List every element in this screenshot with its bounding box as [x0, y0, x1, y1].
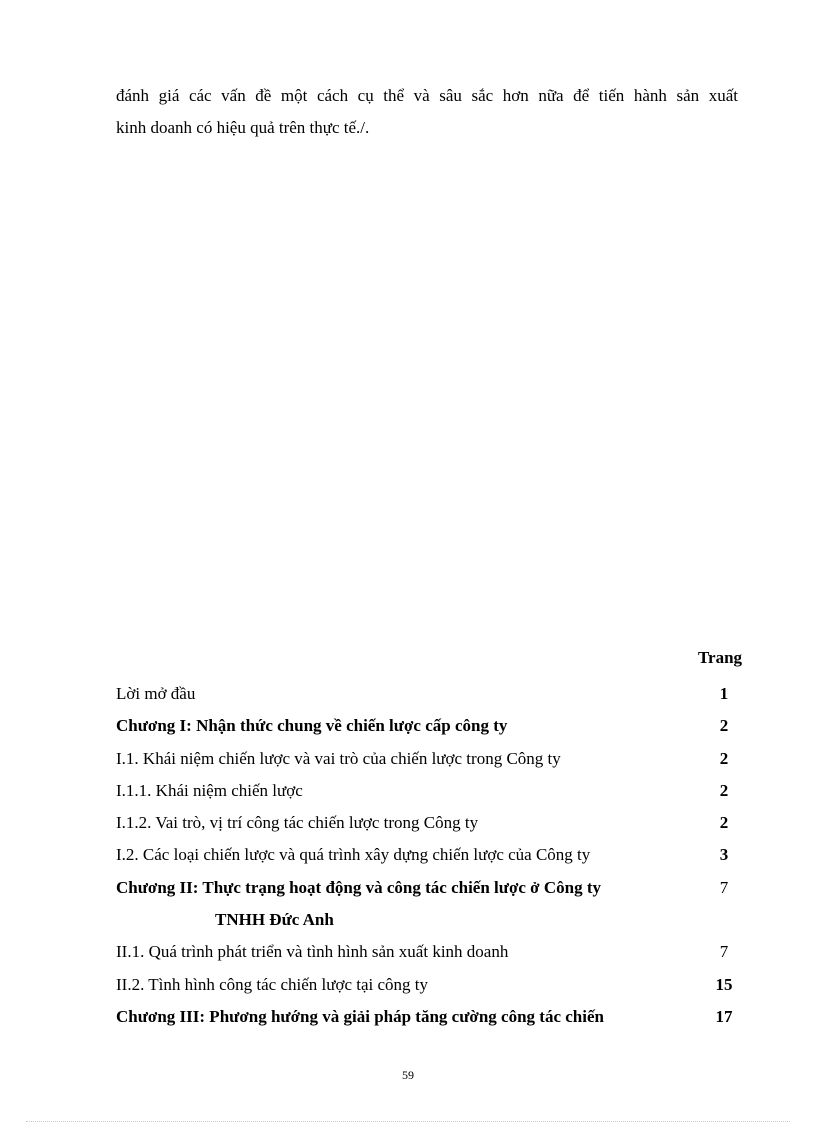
toc-entry-title: I.2. Các loại chiến lược và quá trình xây dựng chiến lược của Công ty	[116, 845, 591, 865]
toc-entry-page: 2	[719, 748, 729, 768]
toc-entry[interactable]	[116, 969, 746, 1001]
paragraph-line-1: đánh giá các vấn đề một cách cụ thể và sâu sắc hơn nữa để tiến hành sản xuất	[116, 86, 738, 105]
toc-entry-continuation[interactable]	[116, 904, 746, 936]
toc-entry-title: I.1.1. Khái niệm chiến lược	[116, 780, 303, 800]
page-number: 59	[402, 1068, 414, 1082]
toc-entry-page: 2	[719, 780, 729, 800]
toc-entry-page: 7	[719, 877, 729, 897]
toc-entry-title: Lời mở đầu	[116, 684, 196, 703]
toc-entry-page: 2	[719, 716, 729, 736]
toc-entry[interactable]	[116, 678, 746, 710]
toc-entry-title: II.2. Tình hình công tác chiến lược tại công ty	[116, 974, 429, 994]
toc-entry-title: I.1. Khái niệm chiến lược và vai trò của chiến lược trong Công ty	[116, 748, 561, 768]
toc-entry-title: I.1.2. Vai trò, vị trí công tác chiến lược trong Công ty	[116, 813, 479, 833]
toc-entry-page: 3	[719, 845, 729, 865]
body-paragraph	[116, 80, 738, 144]
toc-entry[interactable]	[116, 775, 746, 807]
toc-entry-page: 1	[719, 684, 729, 703]
toc-entry-title: Chương I: Nhận thức chung về chiến lược cấp công ty	[116, 716, 508, 736]
toc-entry[interactable]	[116, 839, 746, 871]
toc-entry-page: 17	[715, 1006, 733, 1026]
toc-entry[interactable]	[116, 1001, 746, 1033]
toc-entry[interactable]	[116, 807, 746, 839]
toc-entry-title: II.1. Quá trình phát triển và tình hình sản xuất kinh doanh	[116, 942, 509, 962]
footer-divider	[26, 1121, 790, 1122]
toc-page-heading: Trang	[697, 648, 743, 667]
toc-entry[interactable]	[116, 743, 746, 775]
paragraph-line-2: kinh doanh có hiệu quả trên thực tế./.	[116, 118, 370, 137]
table-of-contents	[116, 678, 746, 1033]
toc-entry-page: 7	[719, 942, 729, 962]
toc-entry[interactable]	[116, 936, 746, 968]
toc-entry-page: 2	[719, 813, 729, 833]
toc-entry[interactable]	[116, 710, 746, 742]
toc-entry-title: TNHH Đức Anh	[215, 910, 334, 930]
toc-entry-page: 15	[715, 974, 733, 994]
toc-entry[interactable]	[116, 872, 746, 904]
toc-entry-title: Chương III: Phương hướng và giải pháp tăng cường công tác chiến	[116, 1006, 604, 1026]
toc-entry-title: Chương II: Thực trạng hoạt động và công tác chiến lược ở Công ty	[116, 877, 601, 897]
